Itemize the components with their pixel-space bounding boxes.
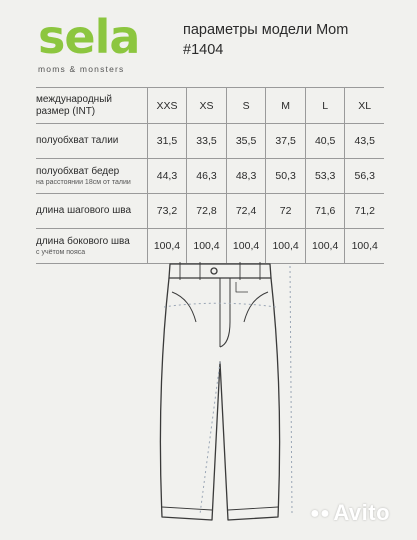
- table-cell: 71,6: [305, 194, 345, 229]
- table-cell: 73,2: [147, 194, 187, 229]
- size-header-cell: XXS: [147, 88, 187, 124]
- avito-dots-icon: ●●: [310, 505, 331, 523]
- table-cell: 43,5: [345, 124, 384, 159]
- size-header-cell: M: [266, 88, 306, 124]
- right-pocket-shape: [244, 292, 268, 322]
- row-sublabel: на расстоянии 18см от талии: [36, 178, 131, 186]
- row-label: длина бокового шва с учётом пояса: [36, 229, 147, 264]
- table-cell: 44,3: [147, 159, 187, 194]
- row-label: полуобхват бедер на расстоянии 18см от талии: [36, 159, 147, 194]
- button-shape: [211, 268, 217, 274]
- brand-name: sela: [38, 10, 140, 64]
- coin-pocket-shape: [236, 282, 248, 292]
- brand-tagline: moms & monsters: [38, 64, 125, 74]
- table-row: [36, 159, 384, 194]
- table-cell: 100,4: [305, 229, 345, 264]
- table-cell: 100,4: [345, 229, 384, 264]
- table-cell: 33,5: [187, 124, 227, 159]
- table-row: [36, 194, 384, 229]
- table-cell: 53,3: [305, 159, 345, 194]
- title-line-1: параметры модели Mom: [183, 22, 349, 38]
- table-cell: 46,3: [187, 159, 227, 194]
- table-cell: 56,3: [345, 159, 384, 194]
- belt-loops-shape: [180, 262, 260, 280]
- row-label: полуобхват талии: [36, 124, 147, 159]
- table-cell: 72,8: [187, 194, 227, 229]
- table-cell: 100,4: [226, 229, 266, 264]
- table-cell: 50,3: [266, 159, 306, 194]
- left-pocket-shape: [172, 292, 196, 322]
- watermark-text: Avito: [333, 500, 391, 525]
- table-row: [36, 124, 384, 159]
- size-header-cell: L: [305, 88, 345, 124]
- inseam-measure-line: [200, 362, 220, 514]
- table-cell: 48,3: [226, 159, 266, 194]
- side-seam-measure-line: [290, 266, 292, 514]
- size-header-cell: S: [226, 88, 266, 124]
- table-cell: 40,5: [305, 124, 345, 159]
- table-header-row: [36, 88, 384, 124]
- size-header-cell: XL: [345, 88, 384, 124]
- trousers-drawing-icon: [140, 252, 300, 532]
- size-chart-table: [36, 87, 384, 264]
- table-cell: 100,4: [266, 229, 306, 264]
- table-cell: 31,5: [147, 124, 187, 159]
- avito-watermark: [310, 500, 390, 526]
- table-cell: 100,4: [147, 229, 187, 264]
- table-cell: 100,4: [187, 229, 227, 264]
- table-cell: 35,5: [226, 124, 266, 159]
- row-label: длина шагового шва: [36, 194, 147, 229]
- brand-logo: [38, 10, 158, 74]
- row-sublabel: с учётом пояса: [36, 248, 86, 256]
- title-line-2: #1404: [183, 42, 224, 58]
- table-cell: 72,4: [226, 194, 266, 229]
- waistband-shape: [169, 264, 271, 278]
- table-cell: 72: [266, 194, 306, 229]
- hem-lines-shape: [162, 507, 278, 510]
- size-header-label: международный размер (INT): [36, 88, 147, 124]
- size-header-cell: XS: [187, 88, 227, 124]
- fly-shape: [220, 278, 230, 347]
- table-cell: 37,5: [266, 124, 306, 159]
- table-cell: 71,2: [345, 194, 384, 229]
- page-title: [183, 20, 348, 60]
